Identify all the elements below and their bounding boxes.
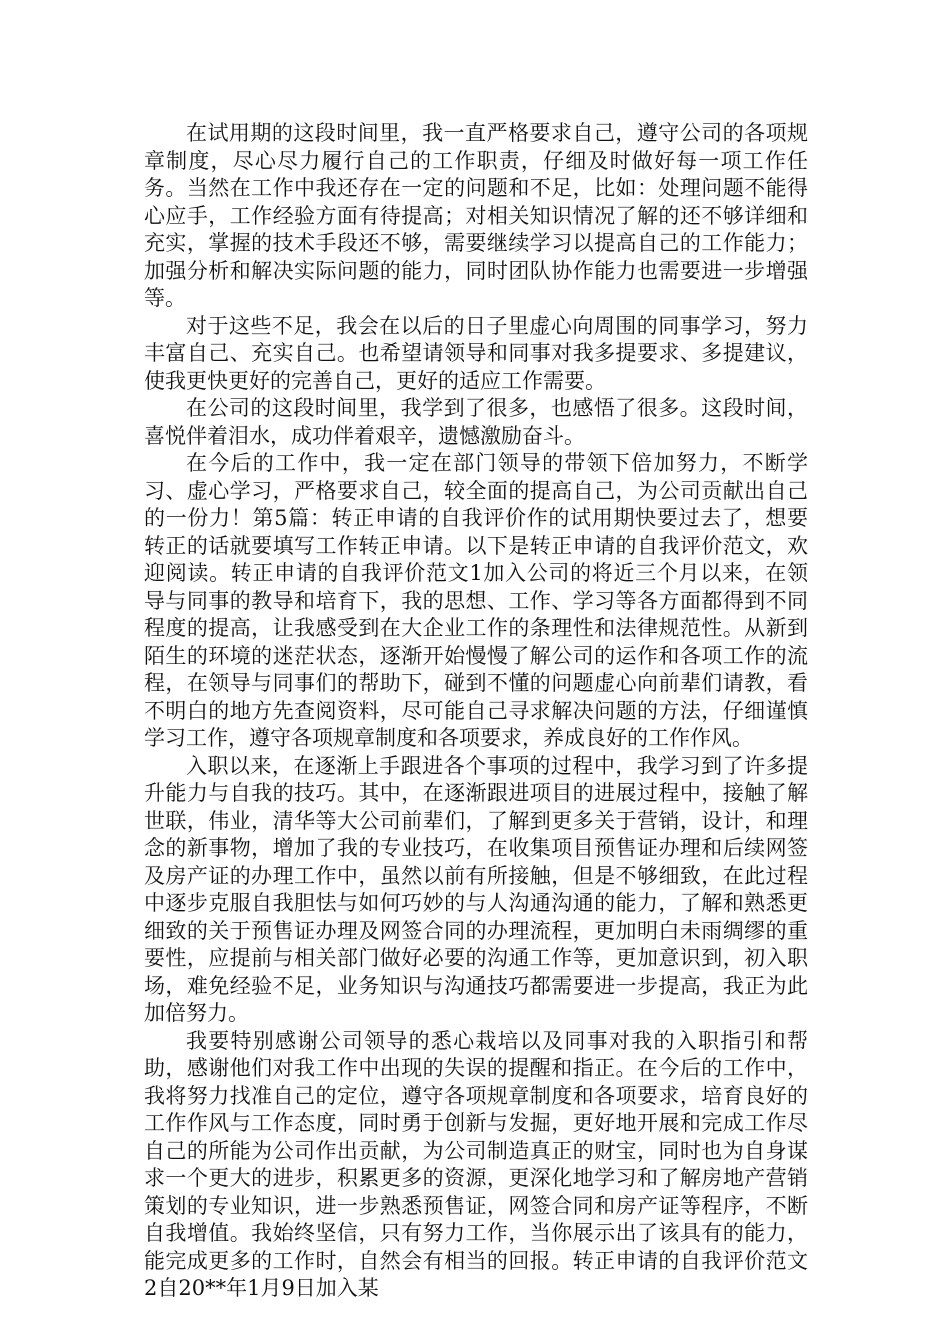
- paragraph-3: 在公司的这段时间里，我学到了很多，也感悟了很多。这段时间，喜悦伴着泪水，成功伴着艰辛，遗憾激励奋斗。: [144, 396, 808, 448]
- paragraph-2: 对于这些不足，我会在以后的日子里虚心向周围的同事学习，努力丰富自己、充实自己。也希望请领导和同事对我多提要求、多提建议，使我更快更好的完善自己，更好的适应工作需要。: [144, 313, 808, 393]
- paragraph-6: 我要特别感谢公司领导的悉心栽培以及同事对我的入职指引和帮助，感谢他们对我工作中出现的失误的提醒和指正。在今后的工作中，我将努力找准自己的定位，遵守各项规章制度和各项要求，培育良好的工作作风与工作态度，同时勇于创新与发掘，更好地开展和完成工作尽自己的所能为公司作出贡献，为公司制造真正的财宝，同时也为自身谋求一个更大的进步，积累更多的资源，更深化地学习和了解房地产营销策划的专业知识，进一步熟悉预售证，网签合同和房产证等程序，不断自我增值。我始终坚信，只有努力工作，当你展示出了该具有的能力，能完成更多的工作时，自然会有相当的回报。转正申请的自我评价范文2自20**年1月9日加入某: [144, 1028, 808, 1300]
- paragraph-1: 在试用期的这段时间里，我一直严格要求自己，遵守公司的各项规章制度，尽心尽力履行自己的工作职责，仔细及时做好每一项工作任务。当然在工作中我还存在一定的问题和不足，比如：处理问题不能得心应手，工作经验方面有待提高；对相关知识情况了解的还不够详细和充实，掌握的技术手段还不够，需要继续学习以提高自己的工作能力；加强分析和解决实际问题的能力，同时团队协作能力也需要进一步增强等。: [144, 121, 808, 310]
- document-body: [144, 120, 808, 1303]
- paragraph-4: 在今后的工作中，我一定在部门领导的带领下倍加努力，不断学习、虚心学习，严格要求自己，较全面的提高自己，为公司贡献出自己的一份力！第5篇：转正申请的自我评价作的试用期快要过去了，想要转正的话就要填写工作转正申请。以下是转正申请的自我评价范文，欢迎阅读。转正申请的自我评价范文1加入公司的将近三个月以来，在领导与同事的教导和培育下，我的思想、工作、学习等各方面都得到不同程度的提高，让我感受到在大企业工作的条理性和法律规范性。从新到陌生的环境的迷茫状态，逐渐开始慢慢了解公司的运作和各项工作的流程，在领导与同事们的帮助下，碰到不懂的问题虚心向前辈们请教，看不明白的地方先查阅资料，尽可能自己寻求解决问题的方法，仔细谨慎学习工作，遵守各项规章制度和各项要求，养成良好的工作作风。: [144, 451, 808, 750]
- paragraph-5: 入职以来，在逐渐上手跟进各个事项的过程中，我学习到了许多提升能力与自我的技巧。其中，在逐渐跟进项目的进展过程中，接触了解世联，伟业，清华等大公司前辈们，了解到更多关于营销，设计，和理念的新事物，增加了我的专业技巧，在收集项目预售证办理和后续网签及房产证的办理工作中，虽然以前有所接触，但是不够细致，在此过程中逐步克服自我胆怯与如何巧妙的与人沟通沟通的能力，了解和熟悉更细致的关于预售证办理及网签合同的办理流程，更加明白未雨绸缪的重要性，应提前与相关部门做好必要的沟通工作等，更加意识到，初入职场，难免经验不足，业务知识与沟通技巧都需要进一步提高，我正为此加倍努力。: [144, 753, 808, 1025]
